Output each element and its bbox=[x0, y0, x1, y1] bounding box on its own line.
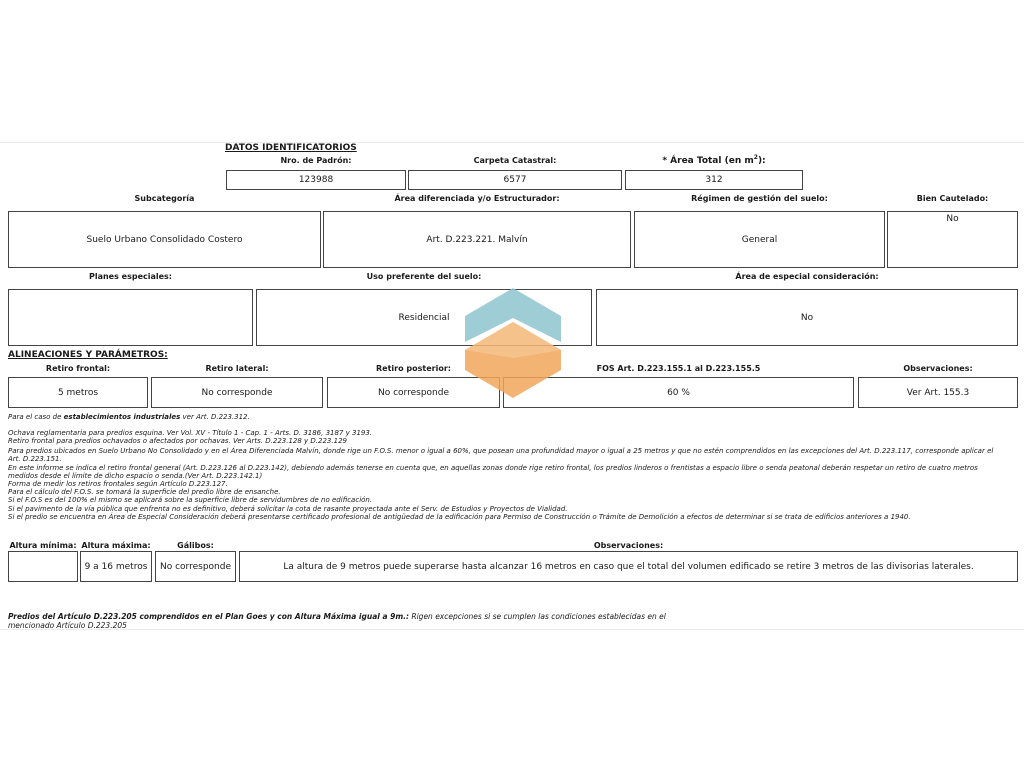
carpeta-label: Carpeta Catastral: bbox=[473, 156, 557, 165]
uso-preferente-label: Uso preferente del suelo: bbox=[366, 272, 482, 281]
retiro-frontal-value: 5 metros bbox=[8, 377, 148, 408]
padron-value: 123988 bbox=[226, 170, 406, 190]
regimen-value: General bbox=[634, 211, 885, 268]
note-line: Ochava reglamentaria para predios esquina. Ver Vol. XV - Título 1 - Cap. 1 - Arts. D. 3186, 3187 y 3193. bbox=[8, 429, 373, 437]
altura-minima-value bbox=[8, 551, 78, 582]
note-line: Si el pavimento de la vía pública que enfrenta no es definitivo, deberá solicitar la cota de rasante proyectada ante el Serv. de Estudios y Proyectos de Vialidad. bbox=[8, 505, 568, 513]
padron-label: Nro. de Padrón: bbox=[280, 156, 352, 165]
galibos-value: No corresponde bbox=[155, 551, 236, 582]
observaciones-label: Observaciones: bbox=[903, 364, 973, 373]
property-report-sheet bbox=[0, 142, 1024, 630]
subcategoria-value: Suelo Urbano Consolidado Costero bbox=[8, 211, 321, 268]
retiro-posterior-label: Retiro posterior: bbox=[376, 364, 451, 373]
galibos-label: Gálibos: bbox=[177, 541, 214, 550]
observaciones-value: Ver Art. 155.3 bbox=[858, 377, 1018, 408]
area-diferenciada-value: Art. D.223.221. Malvín bbox=[323, 211, 631, 268]
carpeta-value: 6577 bbox=[408, 170, 622, 190]
planes-especiales-value bbox=[8, 289, 253, 346]
altura-observaciones-value: La altura de 9 metros puede superarse hasta alcanzar 16 metros en caso que el total del volumen edificado se retire 3 metros de las divisorias laterales. bbox=[239, 551, 1018, 582]
area-diferenciada-label: Área diferenciada y/o Estructurador: bbox=[394, 194, 560, 203]
altura-maxima-label: Altura máxima: bbox=[81, 541, 151, 550]
retiro-lateral-value: No corresponde bbox=[151, 377, 323, 408]
fos-value: 60 % bbox=[503, 377, 854, 408]
note-line: Para el cálculo del F.O.S. se tomará la superficie del predio libre de ensanche. bbox=[8, 488, 281, 496]
bien-cautelado-value: No bbox=[887, 211, 1018, 268]
note-line: Si el F.O.S es del 100% el mismo se aplicará sobre la superficie libre de servidumbres de no edificación. bbox=[8, 496, 373, 504]
note-line: Forma de medir los retiros frontales según Artículo D.223.127. bbox=[8, 480, 228, 488]
especial-consideracion-value: No bbox=[596, 289, 1018, 346]
bien-cautelado-label: Bien Cautelado: bbox=[916, 194, 989, 203]
area-total-value: 312 bbox=[625, 170, 803, 190]
altura-minima-label: Altura mínima: bbox=[9, 541, 77, 550]
altura-maxima-value: 9 a 16 metros bbox=[80, 551, 152, 582]
regimen-label: Régimen de gestión del suelo: bbox=[691, 194, 828, 203]
note-line: Para predios ubicados en Suelo Urbano No Consolidado y en el Área Diferenciada Malvín, donde rige un F.O.S. menor o igual a 60%, que posean una profundidad mayor o igual a 25 metros y que no estén comprendidos en las excepciones del Art. D.223.117, corresponde aplicar el bbox=[8, 447, 994, 455]
datos-title: DATOS IDENTIFICATORIOS bbox=[225, 143, 357, 153]
alineaciones-title: ALINEACIONES Y PARÁMETROS: bbox=[8, 350, 168, 360]
note-line: Art. D.223.151. bbox=[8, 455, 62, 463]
fos-label: FOS Art. D.223.155.1 al D.223.155.5 bbox=[596, 364, 761, 373]
subcategoria-label: Subcategoría bbox=[134, 194, 195, 203]
footer-note: Predios del Artículo D.223.205 comprendidos en el Plan Goes y con Altura Máxima igual a 9m.: Rigen excepciones si se cumplen las condiciones establecidas en el bbox=[8, 612, 666, 621]
note-line: En este informe se indica el retiro frontal general (Art. D.223.126 al D.223.142), debiendo además tenerse en cuenta que, en aquellas zonas donde rige retiro frontal, los predios linderos o frentistas a espacio libre o senda peatonal deberán respetar un retiro de cuatro metros bbox=[8, 464, 978, 472]
planes-especiales-label: Planes especiales: bbox=[88, 272, 173, 281]
especial-consideracion-label: Área de especial consideración: bbox=[735, 272, 879, 281]
area-total-label: * Área Total (en $m^2$): bbox=[662, 154, 766, 166]
note-line: medidos desde el límite de dicho espacio o senda.(Ver Art. D.223.142.1) bbox=[8, 472, 263, 480]
altura-observaciones-label: Observaciones: bbox=[593, 541, 664, 550]
retiro-posterior-value: No corresponde bbox=[327, 377, 500, 408]
note-line: Si el predio se encuentra en Área de Especial Consideración deberá presentarse certificado profesional de antigüedad de la edificación para Permiso de Construcción o Trámite de Demolición a efectos de determinar si se trata de edificios anteriores a 1940. bbox=[8, 513, 911, 521]
footer-note-line2: mencionado Artículo D.223.205 bbox=[8, 621, 127, 630]
note-line: Retiro frontal para predios ochavados o afectados por ochavas. Ver Arts. D.223.128 y D.223.129 bbox=[8, 437, 347, 445]
retiro-frontal-label: Retiro frontal: bbox=[45, 364, 111, 373]
note-industriales: Para el caso de establecimientos industriales ver Art. D.223.312. bbox=[8, 413, 250, 421]
retiro-lateral-label: Retiro lateral: bbox=[205, 364, 269, 373]
uso-preferente-value: Residencial bbox=[256, 289, 592, 346]
